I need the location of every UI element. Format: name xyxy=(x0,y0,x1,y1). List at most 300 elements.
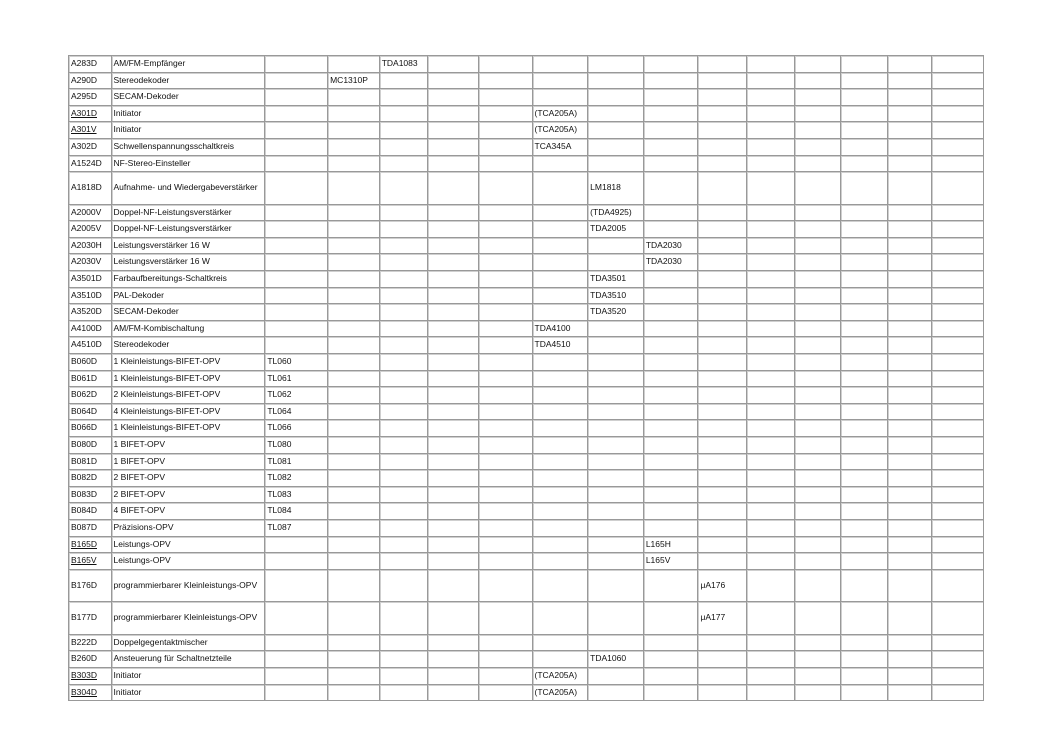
equivalent-cell: TDA3501 xyxy=(588,271,644,288)
equivalent-cell xyxy=(698,172,747,205)
equivalent-cell xyxy=(932,89,984,106)
equivalent-cell xyxy=(328,56,380,73)
equivalent-cell xyxy=(841,487,888,504)
table-row xyxy=(69,668,984,685)
equivalent-cell xyxy=(533,205,589,222)
equivalent-cell xyxy=(841,56,888,73)
equivalent-cell xyxy=(428,685,479,702)
equivalent-cell xyxy=(747,73,795,90)
table-row xyxy=(69,437,984,454)
equivalent-cell xyxy=(533,503,589,520)
equivalent-cell xyxy=(380,520,429,537)
equivalent-cell xyxy=(265,685,328,702)
equivalent-cell xyxy=(888,254,933,271)
equivalent-cell xyxy=(932,271,984,288)
equivalent-cell xyxy=(428,668,479,685)
equivalent-cell: (TCA205A) xyxy=(533,106,589,123)
equivalent-cell xyxy=(380,221,429,238)
equivalent-cell xyxy=(265,602,328,635)
equivalent-cell xyxy=(328,437,380,454)
equivalent-cell xyxy=(747,139,795,156)
equivalent-cell xyxy=(698,321,747,338)
type-code-cell: B061D xyxy=(69,371,112,388)
equivalent-cell xyxy=(932,487,984,504)
equivalent-cell xyxy=(533,520,589,537)
equivalent-cell xyxy=(428,651,479,668)
equivalent-cell xyxy=(380,437,429,454)
equivalent-cell xyxy=(479,205,533,222)
equivalent-cell xyxy=(428,437,479,454)
equivalent-cell xyxy=(588,520,644,537)
description-cell: Initiator xyxy=(112,668,266,685)
equivalent-cell xyxy=(888,271,933,288)
equivalent-cell xyxy=(644,89,699,106)
equivalent-cell xyxy=(932,537,984,554)
equivalent-cell xyxy=(479,254,533,271)
equivalent-cell xyxy=(588,156,644,173)
equivalent-cell xyxy=(428,221,479,238)
equivalent-cell xyxy=(328,570,380,603)
equivalent-cell xyxy=(841,520,888,537)
equivalent-cell xyxy=(698,106,747,123)
equivalent-cell xyxy=(795,156,842,173)
type-code-cell: A4100D xyxy=(69,321,112,338)
equivalent-cell xyxy=(265,271,328,288)
type-code-cell: A2000V xyxy=(69,205,112,222)
equivalent-cell xyxy=(479,635,533,652)
equivalent-cell xyxy=(841,288,888,305)
table-row xyxy=(69,651,984,668)
equivalent-cell xyxy=(380,304,429,321)
equivalent-cell xyxy=(698,73,747,90)
table-row xyxy=(69,106,984,123)
equivalent-cell xyxy=(265,56,328,73)
equivalent-cell: TL062 xyxy=(265,387,328,404)
type-code-cell: A2030H xyxy=(69,238,112,255)
equivalent-cell xyxy=(841,635,888,652)
equivalent-cell xyxy=(479,304,533,321)
equivalent-cell xyxy=(747,56,795,73)
equivalent-cell xyxy=(588,89,644,106)
equivalent-cell xyxy=(588,420,644,437)
equivalent-cell xyxy=(888,387,933,404)
equivalent-cell xyxy=(795,73,842,90)
equivalent-cell: (TCA205A) xyxy=(533,122,589,139)
equivalent-cell: (TCA205A) xyxy=(533,685,589,702)
equivalent-cell xyxy=(888,420,933,437)
equivalent-cell xyxy=(533,553,589,570)
equivalent-cell xyxy=(428,205,479,222)
equivalent-cell xyxy=(698,254,747,271)
equivalent-cell xyxy=(841,537,888,554)
equivalent-cell xyxy=(328,156,380,173)
equivalent-cell xyxy=(644,602,699,635)
equivalent-cell xyxy=(747,602,795,635)
equivalent-cell xyxy=(588,106,644,123)
equivalent-cell xyxy=(932,602,984,635)
equivalent-cell xyxy=(932,635,984,652)
equivalent-cell xyxy=(932,304,984,321)
description-cell: 1 Kleinleistungs-BIFET-OPV xyxy=(112,420,266,437)
equivalent-cell xyxy=(328,404,380,421)
equivalent-cell xyxy=(428,420,479,437)
equivalent-cell xyxy=(328,602,380,635)
equivalent-cell xyxy=(841,139,888,156)
equivalent-cell xyxy=(533,238,589,255)
equivalent-cell xyxy=(747,238,795,255)
equivalent-cell xyxy=(888,553,933,570)
equivalent-cell: LM1818 xyxy=(588,172,644,205)
equivalent-cell xyxy=(888,404,933,421)
description-cell: PAL-Dekoder xyxy=(112,288,266,305)
equivalent-cell xyxy=(795,668,842,685)
description-cell: programmierbarer Kleinleistungs-OPV xyxy=(112,602,266,635)
equivalent-cell xyxy=(841,354,888,371)
table-row xyxy=(69,487,984,504)
equivalent-cell xyxy=(841,271,888,288)
equivalent-cell: TL080 xyxy=(265,437,328,454)
equivalent-cell xyxy=(428,304,479,321)
equivalent-cell xyxy=(328,238,380,255)
table-row xyxy=(69,470,984,487)
equivalent-cell xyxy=(698,337,747,354)
equivalent-cell xyxy=(479,321,533,338)
equivalent-cell xyxy=(747,172,795,205)
equivalent-cell xyxy=(888,454,933,471)
equivalent-cell xyxy=(380,321,429,338)
equivalent-cell xyxy=(479,56,533,73)
equivalent-cell xyxy=(588,437,644,454)
equivalent-cell xyxy=(747,553,795,570)
equivalent-cell xyxy=(932,221,984,238)
equivalent-cell xyxy=(747,437,795,454)
equivalent-cell xyxy=(533,304,589,321)
equivalent-cell xyxy=(841,437,888,454)
equivalent-cell xyxy=(328,106,380,123)
equivalent-cell xyxy=(747,354,795,371)
equivalent-cell xyxy=(698,304,747,321)
equivalent-cell xyxy=(533,89,589,106)
table-row xyxy=(69,254,984,271)
equivalent-cell xyxy=(588,685,644,702)
equivalent-cell xyxy=(888,106,933,123)
equivalent-cell xyxy=(428,73,479,90)
equivalent-cell xyxy=(588,254,644,271)
table-row xyxy=(69,520,984,537)
equivalent-cell xyxy=(698,685,747,702)
equivalent-cell xyxy=(328,288,380,305)
equivalent-cell xyxy=(328,537,380,554)
equivalent-cell xyxy=(795,685,842,702)
equivalent-cell xyxy=(841,321,888,338)
equivalent-cell xyxy=(328,635,380,652)
equivalent-cell xyxy=(380,570,429,603)
equivalent-cell xyxy=(888,635,933,652)
equivalent-cell xyxy=(479,139,533,156)
equivalent-cell xyxy=(588,122,644,139)
equivalent-cell xyxy=(841,106,888,123)
equivalent-cell: MC1310P xyxy=(328,73,380,90)
equivalent-cell xyxy=(479,238,533,255)
equivalent-cell xyxy=(747,537,795,554)
equivalent-cell xyxy=(588,404,644,421)
equivalent-cell xyxy=(644,288,699,305)
type-code-cell: A1818D xyxy=(69,172,112,205)
equivalent-cell xyxy=(888,602,933,635)
equivalent-cell xyxy=(795,106,842,123)
description-cell: Ansteuerung für Schaltnetzteile xyxy=(112,651,266,668)
equivalent-cell xyxy=(588,635,644,652)
equivalent-cell xyxy=(380,354,429,371)
equivalent-cell xyxy=(841,454,888,471)
equivalent-cell xyxy=(479,172,533,205)
equivalent-cell xyxy=(932,454,984,471)
equivalent-cell xyxy=(698,553,747,570)
equivalent-cell xyxy=(479,337,533,354)
equivalent-cell xyxy=(698,387,747,404)
equivalent-cell xyxy=(328,122,380,139)
equivalent-cell xyxy=(795,304,842,321)
table-row xyxy=(69,139,984,156)
equivalent-cell xyxy=(795,520,842,537)
table-row xyxy=(69,602,984,635)
equivalent-cell xyxy=(795,470,842,487)
table-row xyxy=(69,503,984,520)
type-code-cell: B087D xyxy=(69,520,112,537)
equivalent-cell xyxy=(533,635,589,652)
equivalent-cell xyxy=(265,73,328,90)
equivalent-cell xyxy=(795,570,842,603)
table-row xyxy=(69,205,984,222)
table-row xyxy=(69,553,984,570)
equivalent-cell: TL066 xyxy=(265,420,328,437)
equivalent-cell xyxy=(644,685,699,702)
equivalent-cell xyxy=(841,73,888,90)
equivalent-cell xyxy=(932,404,984,421)
equivalent-cell xyxy=(428,354,479,371)
equivalent-cell xyxy=(795,635,842,652)
equivalent-cell xyxy=(479,520,533,537)
equivalent-cell xyxy=(328,205,380,222)
type-code-cell: A3510D xyxy=(69,288,112,305)
equivalent-cell xyxy=(795,537,842,554)
equivalent-cell xyxy=(479,106,533,123)
equivalent-cell xyxy=(932,73,984,90)
type-code-cell: B064D xyxy=(69,404,112,421)
equivalent-cell xyxy=(795,420,842,437)
equivalent-cell xyxy=(795,254,842,271)
equivalent-cell xyxy=(428,56,479,73)
equivalent-cell xyxy=(428,106,479,123)
equivalent-cell xyxy=(698,437,747,454)
equivalent-cell xyxy=(479,73,533,90)
type-code-cell: B080D xyxy=(69,437,112,454)
equivalent-cell xyxy=(644,635,699,652)
equivalent-cell xyxy=(698,404,747,421)
equivalent-cell xyxy=(428,470,479,487)
equivalent-cell xyxy=(698,470,747,487)
equivalent-cell xyxy=(841,156,888,173)
equivalent-cell xyxy=(533,371,589,388)
table-row xyxy=(69,354,984,371)
equivalent-cell xyxy=(265,651,328,668)
equivalent-cell xyxy=(644,106,699,123)
type-code-cell: A283D xyxy=(69,56,112,73)
equivalent-cell xyxy=(328,487,380,504)
equivalent-cell xyxy=(932,288,984,305)
equivalent-cell xyxy=(533,602,589,635)
equivalent-cell xyxy=(841,89,888,106)
equivalent-cell xyxy=(698,89,747,106)
equivalent-cell xyxy=(533,172,589,205)
equivalent-cell xyxy=(841,371,888,388)
equivalent-cell xyxy=(841,404,888,421)
equivalent-cell xyxy=(795,205,842,222)
equivalent-cell xyxy=(265,668,328,685)
equivalent-cell xyxy=(380,156,429,173)
type-code-cell: B222D xyxy=(69,635,112,652)
equivalent-cell xyxy=(533,156,589,173)
type-code-cell: A1524D xyxy=(69,156,112,173)
table-row xyxy=(69,122,984,139)
equivalent-cell xyxy=(328,139,380,156)
equivalent-cell xyxy=(380,106,429,123)
equivalent-cell xyxy=(380,288,429,305)
equivalent-cell xyxy=(328,354,380,371)
equivalent-cell xyxy=(644,56,699,73)
type-code-cell: B177D xyxy=(69,602,112,635)
equivalent-cell: (TCA205A) xyxy=(533,668,589,685)
equivalent-cell xyxy=(644,503,699,520)
description-cell: 2 BIFET-OPV xyxy=(112,470,266,487)
equivalent-cell: L165H xyxy=(644,537,699,554)
equivalent-cell xyxy=(644,470,699,487)
equivalent-cell xyxy=(698,271,747,288)
equivalent-cell xyxy=(533,487,589,504)
equivalent-cell xyxy=(795,238,842,255)
equivalent-cell xyxy=(265,288,328,305)
equivalent-cell xyxy=(932,172,984,205)
table-row xyxy=(69,337,984,354)
equivalent-cell xyxy=(932,321,984,338)
equivalent-cell xyxy=(747,221,795,238)
equivalent-cell xyxy=(888,238,933,255)
equivalent-cell xyxy=(479,354,533,371)
equivalent-cell xyxy=(328,254,380,271)
equivalent-cell xyxy=(888,56,933,73)
equivalent-cell xyxy=(644,651,699,668)
description-cell: Präzisions-OPV xyxy=(112,520,266,537)
table-row xyxy=(69,570,984,603)
equivalent-cell xyxy=(328,89,380,106)
equivalent-cell xyxy=(328,304,380,321)
equivalent-cell xyxy=(328,387,380,404)
equivalent-cell xyxy=(533,56,589,73)
equivalent-cell xyxy=(588,553,644,570)
equivalent-cell xyxy=(533,537,589,554)
table-row xyxy=(69,73,984,90)
equivalent-cell xyxy=(747,254,795,271)
description-cell: Doppelgegentaktmischer xyxy=(112,635,266,652)
type-code-cell: B176D xyxy=(69,570,112,603)
equivalent-cell xyxy=(747,156,795,173)
equivalent-cell xyxy=(588,602,644,635)
description-cell: Leistungsverstärker 16 W xyxy=(112,238,266,255)
equivalent-cell xyxy=(479,420,533,437)
equivalent-cell xyxy=(932,156,984,173)
equivalent-cell xyxy=(380,685,429,702)
type-code-cell: A295D xyxy=(69,89,112,106)
equivalent-cell xyxy=(265,172,328,205)
equivalent-cell xyxy=(888,668,933,685)
equivalent-cell xyxy=(644,304,699,321)
description-cell: NF-Stereo-Einsteller xyxy=(112,156,266,173)
equivalent-cell xyxy=(795,288,842,305)
equivalent-cell: TCA345A xyxy=(533,139,589,156)
equivalent-cell xyxy=(479,685,533,702)
equivalent-cell xyxy=(428,238,479,255)
equivalent-cell xyxy=(428,321,479,338)
table-row xyxy=(69,56,984,73)
equivalent-cell xyxy=(932,56,984,73)
equivalent-cell xyxy=(698,354,747,371)
equivalent-cell xyxy=(698,668,747,685)
equivalent-cell xyxy=(698,238,747,255)
equivalent-cell xyxy=(380,139,429,156)
type-code-cell: A2005V xyxy=(69,221,112,238)
equivalent-cell xyxy=(588,537,644,554)
equivalent-cell xyxy=(479,553,533,570)
equivalent-cell xyxy=(841,304,888,321)
equivalent-cell xyxy=(380,73,429,90)
equivalent-cell xyxy=(888,651,933,668)
equivalent-cell xyxy=(265,570,328,603)
equivalent-cell xyxy=(888,570,933,603)
table-row xyxy=(69,404,984,421)
type-code-cell: A4510D xyxy=(69,337,112,354)
equivalent-cell xyxy=(644,156,699,173)
equivalent-cell xyxy=(479,371,533,388)
equivalent-cell xyxy=(479,271,533,288)
equivalent-cell xyxy=(841,470,888,487)
equivalent-cell xyxy=(795,387,842,404)
description-cell: Initiator xyxy=(112,122,266,139)
table-row xyxy=(69,304,984,321)
table-row xyxy=(69,387,984,404)
equivalent-cell xyxy=(888,354,933,371)
equivalent-cell xyxy=(380,470,429,487)
equivalent-cell xyxy=(698,205,747,222)
equivalent-cell xyxy=(265,553,328,570)
equivalent-cell xyxy=(328,470,380,487)
table-row xyxy=(69,288,984,305)
equivalent-cell xyxy=(795,437,842,454)
equivalent-cell xyxy=(588,503,644,520)
equivalent-cell xyxy=(265,106,328,123)
table-row xyxy=(69,371,984,388)
equivalent-cell xyxy=(841,221,888,238)
table-row xyxy=(69,454,984,471)
equivalent-cell xyxy=(428,271,479,288)
equivalent-cell xyxy=(479,454,533,471)
equivalent-cell xyxy=(795,503,842,520)
equivalent-cell xyxy=(841,602,888,635)
equivalent-cell xyxy=(428,520,479,537)
equivalent-cell xyxy=(644,205,699,222)
equivalent-cell: TL083 xyxy=(265,487,328,504)
equivalent-cell xyxy=(588,487,644,504)
equivalent-cell xyxy=(328,553,380,570)
